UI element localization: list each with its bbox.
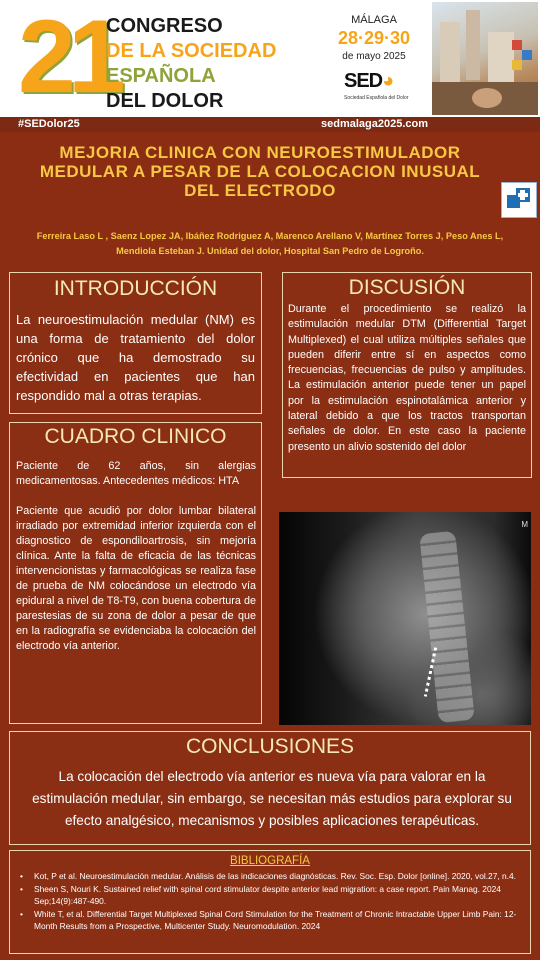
lateral-xray-image	[279, 512, 531, 725]
section-text: Durante el procedimiento se realizó la estimulación medular DTM (Differential Target Multiplexed) el cual utiliza múltiples señales que pueden diferir entre sí en aspectos como frecuencias, frecuencias de pulso y amplitudes. La estimulación anterior puede tener un papel por la estimulación espinotalámica anterior y lateral debido a que los tractos transportan señales de dolor. En este caso la paciente presento un alivio sostenido del dolor	[288, 303, 526, 453]
poster-title: MEJORIA CLINICA CON NEUROESTIMULADOR MEDULAR A PESAR DE LA COLOCACION INUSUAL DEL ELECTRODO	[39, 143, 481, 200]
congress-month-year: de mayo 2025	[342, 51, 406, 62]
discusion-section	[282, 272, 532, 478]
malaga-collage-image	[432, 2, 538, 115]
spine-shape	[419, 531, 475, 724]
xray-marker: M	[521, 520, 528, 529]
paragraph: Paciente que acudió por dolor lumbar bilateral irradiado por extremidad inferior izquierda con el diagnostico de espondiloartrosis, sin mejoría clínica. Ante la falta de eficacia de las técnicas intervencionistas y farmacológicas se realiza fase de prueba de NM colocándose un electrodo vía epidural a nivel de T8-T9, con buena cobertura de parestesias de su zona de dolor a pesar de que en la radiografía se evidenciaba la colocación del electrodo vía anterior.	[16, 505, 256, 652]
hashtag: #SEDolor25	[18, 118, 80, 130]
section-heading: CONCLUSIONES	[185, 735, 355, 758]
sed-logo-text: SED	[344, 70, 383, 92]
section-heading: BIBLIOGRAFÍA	[230, 855, 310, 867]
congress-dates: 28·29·30	[337, 28, 411, 48]
poster-authors: Ferreira Laso L , Saenz Lopez JA, Ibáñez Rodriguez A, Marenco Arellano V, Martínez Torres J, Peso Anes L, Mendiola Esteban J. Unidad del dolor, Hospital San Pedro de Logroño.	[36, 231, 504, 256]
congress-name-line: CONGRESO	[106, 15, 223, 37]
section-text: La colocación del electrodo vía anterior es nueva vía para valorar en la estimulación medular, sin embargo, se necesitan más estudios para explorar su efecto analgésico, mecanismos y posibles aplicaciones terapéuticas.	[32, 769, 512, 828]
reference-item: • Sheen S, Nouri K. Sustained relief with spinal cord stimulator despite anterior lead migration: a case report. Pain Manag. 2024 Sep;14(9):487-490.	[18, 883, 522, 908]
reference-item: • Kot, P et al. Neuroestimulación medular. Análisis de las indicaciones diagnósticas. Rev. Soc. Esp. Dolor [online]. 2020, vol.27, n.4.	[18, 870, 522, 883]
congress-header	[0, 0, 540, 117]
congress-edition-number: 21	[18, 0, 118, 115]
bibliografia-section	[9, 850, 531, 954]
section-text: La neuroestimulación medular (NM) es una forma de tratamiento del dolor crónico que ha demostrado su efectividad en pacientes que han respondido mal a otras terapias.	[16, 312, 255, 403]
paragraph: Paciente de 62 años, sin alergias medicamentosas. Antecedentes médicos: HTA	[16, 460, 256, 487]
section-heading: INTRODUCCIÓN	[53, 277, 218, 300]
congress-name-line: DE LA SOCIEDAD	[106, 40, 277, 62]
cuadro-clinico-section	[9, 422, 262, 724]
section-heading: DISCUSIÓN	[348, 276, 466, 299]
conclusiones-section	[9, 731, 531, 845]
reference-item: • White T, et al. Differential Target Multiplexed Spinal Cord Stimulation for the Treatment of Chronic Intractable Upper Limb Pain: 12-Month Results from a Prospective, Multicenter Study. Neuromodulation. 2024	[18, 908, 522, 933]
congress-name	[106, 14, 276, 114]
sed-logo: SED◕	[344, 70, 394, 92]
congress-name-line: DEL DOLOR	[106, 90, 224, 112]
section-heading: CUADRO CLINICO	[44, 425, 227, 448]
reference-list	[18, 870, 522, 933]
congress-city: MÁLAGA	[351, 14, 397, 26]
header-strip	[0, 117, 540, 132]
congress-name-line: ESPAÑOLA	[106, 65, 216, 87]
website-link[interactable]: sedmalaga2025.com	[320, 118, 428, 130]
introduccion-section	[9, 272, 262, 414]
sed-logo-subtitle: Sociedad Española del Dolor	[344, 95, 409, 101]
section-text	[16, 459, 256, 654]
hospital-logo	[501, 182, 537, 218]
